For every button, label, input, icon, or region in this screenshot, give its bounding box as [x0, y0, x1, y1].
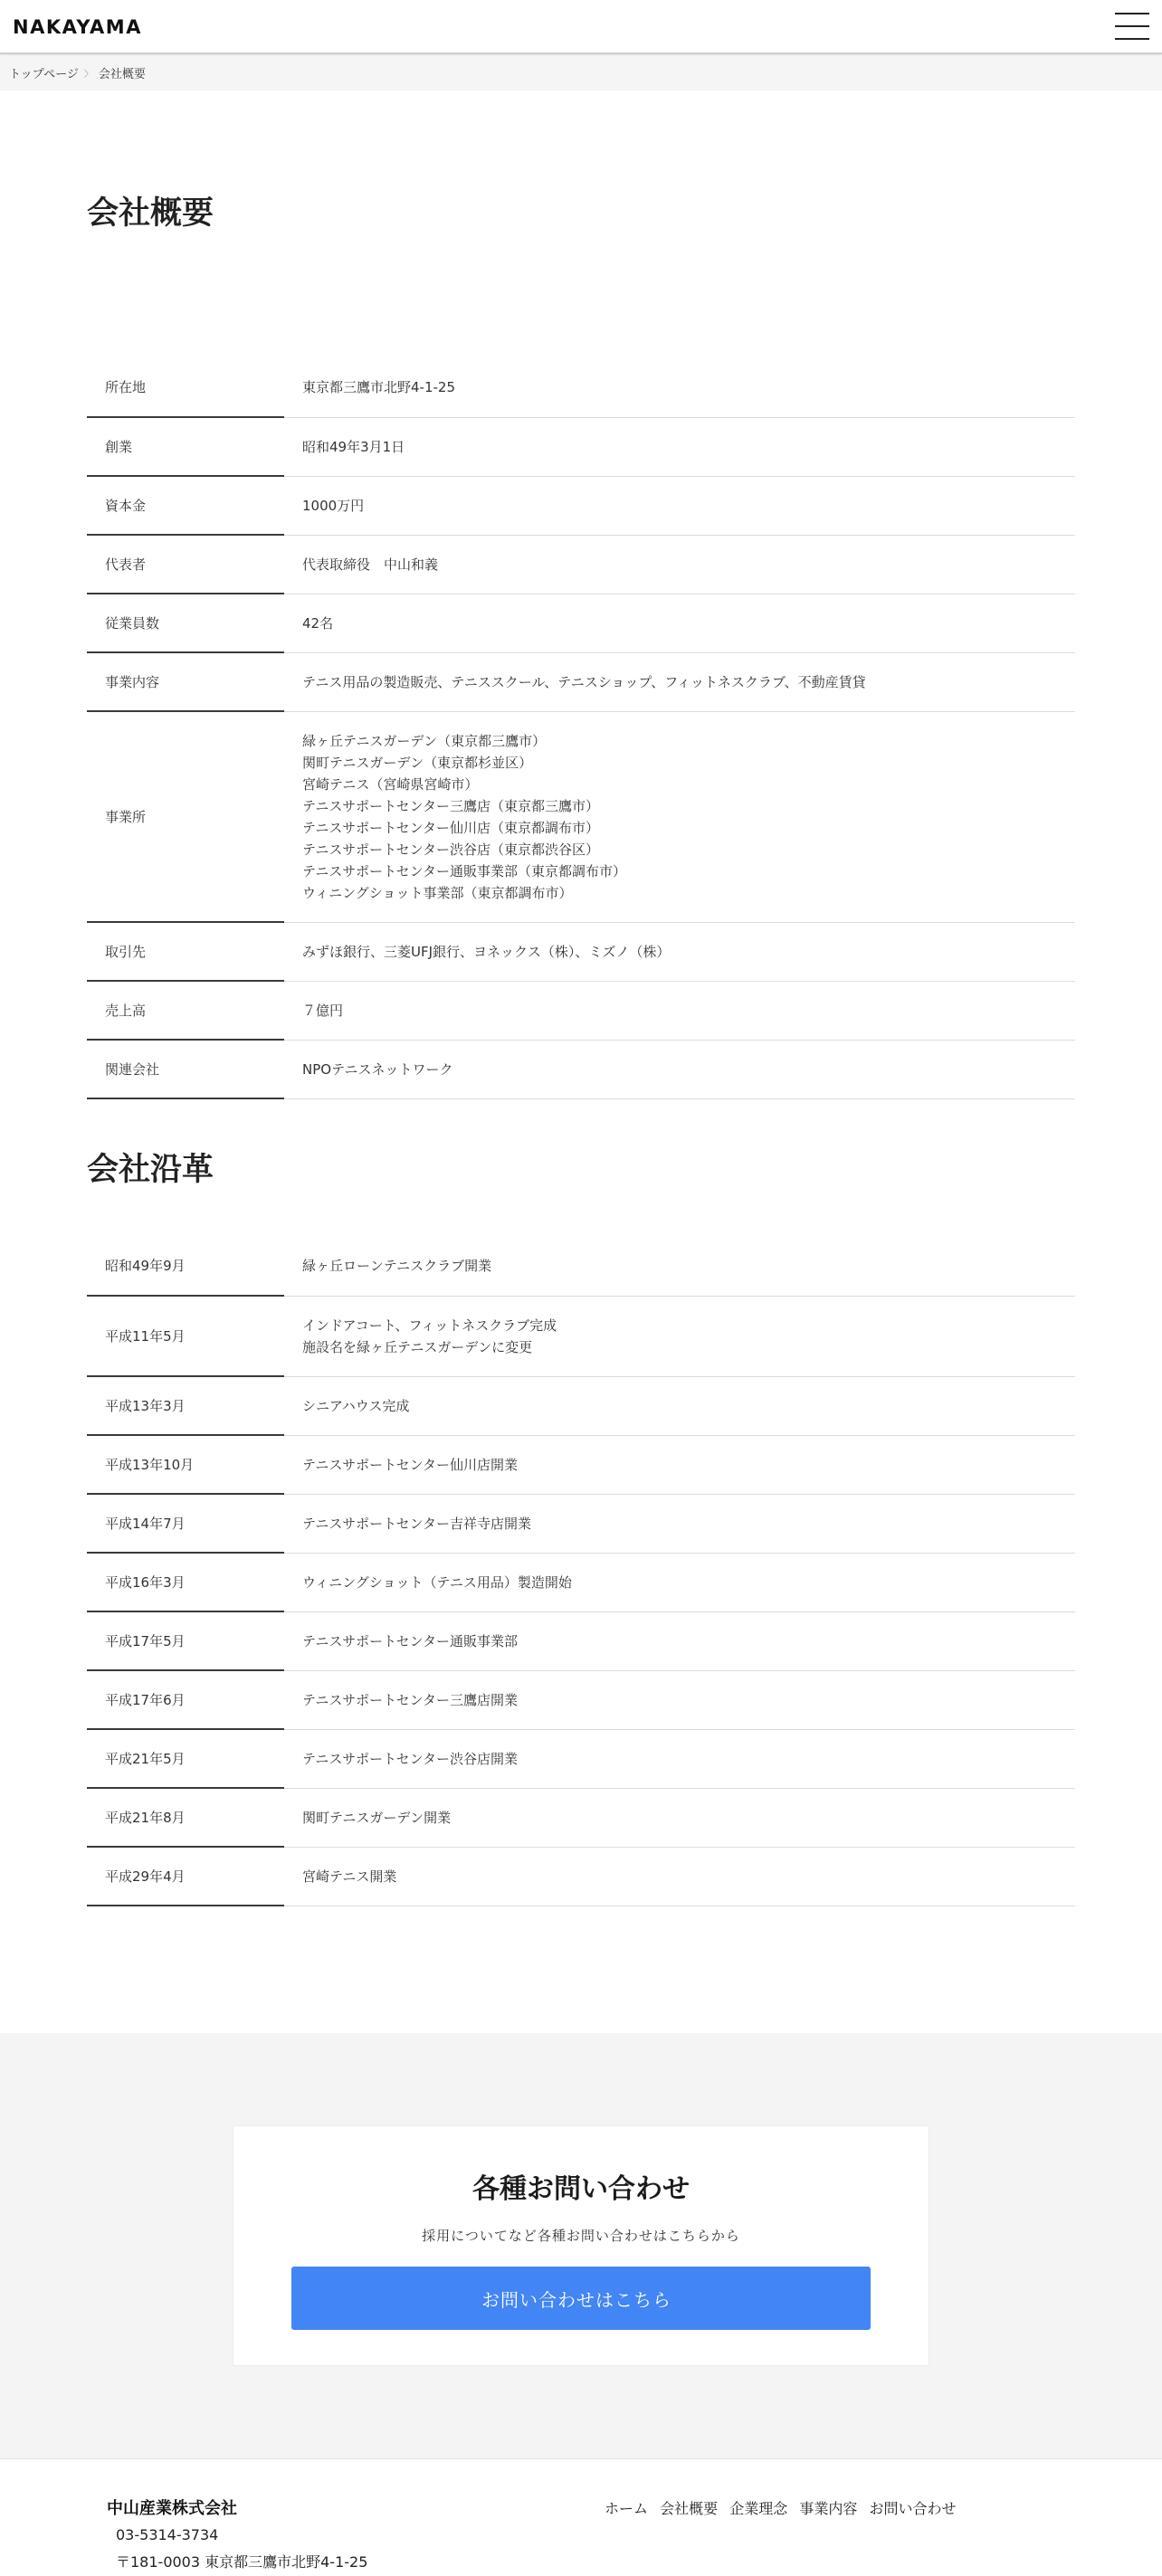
- history-date: 平成17年6月: [87, 1670, 284, 1729]
- footer-phone: [107, 2526, 218, 2543]
- footer-nav-home[interactable]: ホーム: [605, 2500, 649, 2517]
- row-value: 42名: [284, 594, 1075, 652]
- site-footer: [0, 2458, 1162, 2576]
- main-content: [0, 90, 1162, 1906]
- table-row: [87, 1040, 1075, 1098]
- table-row: [87, 417, 1075, 476]
- history-date: 平成29年4月: [87, 1847, 284, 1906]
- office-line: 関町テニスガーデン（東京都杉並区）: [302, 754, 533, 771]
- office-line: テニスサポートセンター三鷹店（東京都三鷹市）: [302, 797, 600, 814]
- history-event: テニスサポートセンター三鷹店開業: [284, 1670, 1075, 1729]
- row-value: 1000万円: [284, 476, 1075, 535]
- table-row: [87, 476, 1075, 535]
- hamburger-line: [1115, 13, 1149, 14]
- history-event: 宮崎テニス開業: [284, 1847, 1075, 1906]
- hamburger-line: [1115, 38, 1149, 40]
- footer-phone-number[interactable]: 03-5314-3734: [116, 2526, 219, 2543]
- site-logo[interactable]: NAKAYAMA: [13, 16, 142, 38]
- table-row: [87, 1237, 1075, 1296]
- history-event-multiline: [284, 1296, 1075, 1376]
- history-date: 平成13年3月: [87, 1376, 284, 1435]
- row-value: NPOテニスネットワーク: [284, 1040, 1075, 1098]
- table-row: [87, 1376, 1075, 1435]
- footer-address-text: 〒181-0003 東京都三鷹市北野4-1-25: [116, 2553, 368, 2571]
- footer-nav-business[interactable]: 事業内容: [799, 2500, 858, 2517]
- table-row: [87, 981, 1075, 1040]
- company-overview-table: [87, 358, 1075, 1099]
- contact-card: [233, 2125, 929, 2366]
- table-row: [87, 1553, 1075, 1611]
- office-line: 宮崎テニス（宮崎県宮崎市）: [302, 775, 479, 793]
- history-date: 平成17年5月: [87, 1611, 284, 1670]
- footer-company-name: 中山産業株式会社: [107, 2499, 237, 2518]
- hamburger-menu-icon[interactable]: [1115, 11, 1149, 42]
- office-line: テニスサポートセンター渋谷店（東京都渋谷区）: [302, 841, 600, 858]
- history-date: 平成11年5月: [87, 1296, 284, 1376]
- footer-nav-contact[interactable]: お問い合わせ: [869, 2500, 957, 2517]
- history-title: 会社沿革: [87, 1152, 214, 1188]
- row-label: 売上高: [87, 981, 284, 1040]
- row-label: 創業: [87, 417, 284, 476]
- history-event-line: インドアコート、フィットネスクラブ完成: [302, 1317, 557, 1334]
- footer-nav-company-overview[interactable]: 会社概要: [660, 2500, 719, 2517]
- footer-nav: [605, 2497, 963, 2518]
- table-row: [87, 1847, 1075, 1906]
- row-label: 従業員数: [87, 594, 284, 652]
- office-line: テニスサポートセンター通販事業部（東京都調布市）: [302, 862, 627, 879]
- office-line: テニスサポートセンター仙川店（東京都調布市）: [302, 819, 600, 836]
- row-value: テニス用品の製造販売、テニススクール、テニスショップ、フィットネスクラブ、不動産賃貸: [284, 652, 1075, 711]
- breadcrumb-current: 会社概要: [98, 67, 146, 81]
- history-date: 平成13年10月: [87, 1435, 284, 1494]
- history-date: 平成21年8月: [87, 1788, 284, 1847]
- table-row: [87, 652, 1075, 711]
- row-label: 関連会社: [87, 1040, 284, 1098]
- history-event: テニスサポートセンター吉祥寺店開業: [284, 1494, 1075, 1553]
- row-value: 東京都三鷹市北野4-1-25: [284, 358, 1075, 417]
- breadcrumb: [0, 54, 1162, 90]
- table-row: [87, 1296, 1075, 1376]
- row-value-multiline: [284, 711, 1075, 922]
- table-row: [87, 1494, 1075, 1553]
- table-row: [87, 358, 1075, 417]
- row-value: ７億円: [284, 981, 1075, 1040]
- table-row: [87, 1435, 1075, 1494]
- contact-title: 各種お問い合わせ: [472, 2173, 690, 2205]
- table-row: [87, 1788, 1075, 1847]
- breadcrumb-home-link[interactable]: トップページ: [9, 67, 79, 81]
- office-line: ウィニングショット事業部（東京都調布市）: [302, 884, 573, 901]
- history-event-line: 施設名を緑ヶ丘テニスガーデンに変更: [302, 1338, 533, 1355]
- history-event: テニスサポートセンター渋谷店開業: [284, 1729, 1075, 1788]
- history-event: 関町テニスガーデン開業: [284, 1788, 1075, 1847]
- contact-section: [0, 2033, 1162, 2458]
- contact-subtitle: 採用についてなど各種お問い合わせはこちらから: [422, 2228, 740, 2244]
- history-event: テニスサポートセンター通販事業部: [284, 1611, 1075, 1670]
- company-history-table: [87, 1237, 1075, 1906]
- row-label: 取引先: [87, 922, 284, 981]
- table-row: [87, 1611, 1075, 1670]
- row-label: 所在地: [87, 358, 284, 417]
- row-label: 代表者: [87, 535, 284, 594]
- history-date: 平成14年7月: [87, 1494, 284, 1553]
- history-date: 昭和49年9月: [87, 1237, 284, 1296]
- row-label: 資本金: [87, 476, 284, 535]
- table-row: [87, 1729, 1075, 1788]
- history-event: テニスサポートセンター仙川店開業: [284, 1435, 1075, 1494]
- row-value: 昭和49年3月1日: [284, 417, 1075, 476]
- table-row: [87, 535, 1075, 594]
- chevron-right-icon: 〉: [83, 69, 93, 80]
- table-row: [87, 594, 1075, 652]
- history-date: 平成21年5月: [87, 1729, 284, 1788]
- footer-address: [107, 2551, 367, 2571]
- history-event: シニアハウス完成: [284, 1376, 1075, 1435]
- row-label: 事業所: [87, 711, 284, 922]
- table-row: [87, 922, 1075, 981]
- overview-title: 会社概要: [87, 195, 214, 232]
- row-label: 事業内容: [87, 652, 284, 711]
- site-header: [0, 0, 1162, 54]
- contact-button[interactable]: [291, 2267, 871, 2330]
- history-date: 平成16年3月: [87, 1553, 284, 1611]
- office-line: 緑ヶ丘テニスガーデン（東京都三鷹市）: [302, 732, 547, 749]
- row-value: みずほ銀行、三菱UFJ銀行、ヨネックス（株）、ミズノ（株）: [284, 922, 1075, 981]
- row-value: 代表取締役 中山和義: [284, 535, 1075, 594]
- history-event: 緑ヶ丘ローンテニスクラブ開業: [284, 1237, 1075, 1296]
- table-row: [87, 1670, 1075, 1729]
- hamburger-line: [1115, 25, 1149, 27]
- contact-button-label: お問い合わせはこちら: [481, 2288, 671, 2311]
- table-row: [87, 711, 1075, 922]
- history-event: ウィニングショット（テニス用品）製造開始: [284, 1553, 1075, 1611]
- footer-nav-philosophy[interactable]: 企業理念: [729, 2500, 788, 2517]
